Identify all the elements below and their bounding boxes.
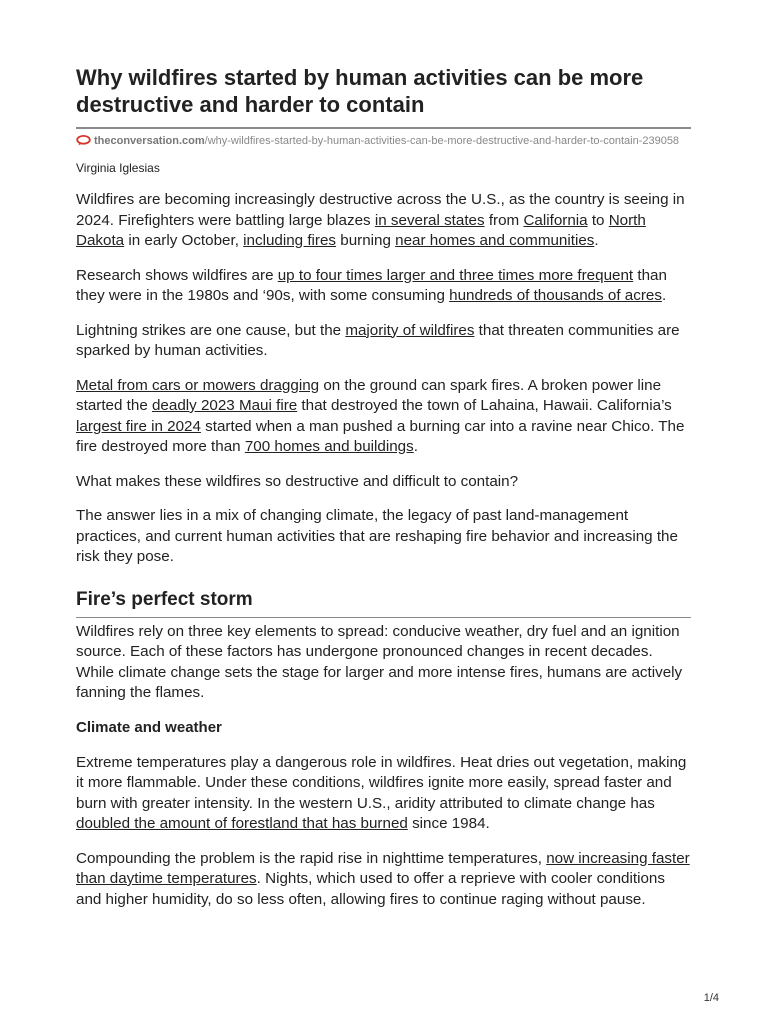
text: than they were in the 1980s and ‘90s, with some consuming <box>76 266 667 304</box>
text: Compounding the problem is the rapid rise in nighttime temperatures, <box>76 849 547 867</box>
source-path: /why-wildfires-started-by-human-activities-can-be-more-destructive-and-harder-to-contain-239058 <box>204 135 680 147</box>
article-page <box>76 0 691 910</box>
page-number: 1/4 <box>703 992 719 1004</box>
text: in early October, <box>124 232 244 249</box>
link-california[interactable]: California <box>523 211 588 229</box>
paragraph-1 <box>76 190 691 252</box>
link-majority-of-wildfires[interactable]: majority of wildfires <box>345 321 475 339</box>
text: Research shows wildfires are <box>76 266 278 284</box>
link-nighttime-temperatures[interactable]: now increasing faster than daytime temperatures <box>76 849 690 887</box>
link-maui-fire[interactable]: deadly 2023 Maui fire <box>151 397 298 414</box>
link-doubled-forestland[interactable]: doubled the amount of forestland that has burned <box>76 815 408 832</box>
text: to <box>587 211 609 229</box>
link-hundreds-of-thousands-acres[interactable]: hundreds of thousands of acres <box>449 287 662 304</box>
link-in-several-states[interactable]: in several states <box>374 211 485 229</box>
paragraph-9 <box>76 849 691 911</box>
speech-bubble-icon <box>76 135 91 150</box>
text: since 1984. <box>407 815 490 832</box>
link-largest-fire-2024[interactable]: largest fire in 2024 <box>76 417 201 435</box>
text: that threaten communities are sparked by human activities. <box>76 321 680 359</box>
paragraph-7: Wildfires rely on three key elements to spread: conducive weather, dry fuel and an ignition source. Each of these factors has undergone pronounced changes in recent decades. While climate change sets the stage for larger and more intense fires, humans are actively fanning the flames. <box>76 622 683 701</box>
text: Lightning strikes are one cause, but the <box>76 321 346 339</box>
article-title: Why wildfires started by human activities can be more destructive and harder to contain <box>76 64 691 129</box>
text: started when a man pushed a burning car into a ravine near Chico. The fire destroyed more than <box>76 417 685 455</box>
paragraph-4 <box>76 376 691 458</box>
paragraph-2 <box>76 266 691 307</box>
link-north-dakota[interactable]: North Dakota <box>76 211 646 249</box>
author-name: Virginia Iglesias <box>76 161 160 175</box>
link-metal-from-cars[interactable]: Metal from cars or mowers dragging <box>76 376 320 394</box>
source-domain-link[interactable]: theconversation.com <box>94 135 205 147</box>
text: . <box>413 438 418 455</box>
paragraph-5: What makes these wildfires so destructive and difficult to contain? <box>76 472 519 490</box>
subheading: Climate and weather <box>76 718 222 736</box>
text: burning <box>336 232 396 249</box>
paragraph-6: The answer lies in a mix of changing climate, the legacy of past land-management practices, and current human activities that are reshaping fire behavior and increasing the risk they pose. <box>76 507 678 565</box>
text: . Nights, which used to offer a reprieve with cooler conditions and higher humidity, do so less often, allowing fires to continue raging without pause. <box>76 870 665 908</box>
section-heading: Fire’s perfect storm <box>76 588 691 618</box>
link-700-homes[interactable]: 700 homes and buildings <box>244 438 414 455</box>
link-four-times-larger[interactable]: up to four times larger and three times more frequent <box>277 266 634 284</box>
link-near-homes[interactable]: near homes and communities <box>395 232 595 249</box>
text: from <box>484 211 524 229</box>
paragraph-8 <box>76 753 691 835</box>
text: . <box>594 232 599 249</box>
source-line <box>76 134 691 150</box>
text: Extreme temperatures play a dangerous role in wildfires. Heat dries out vegetation, making it more flammable. Under these conditions, wildfires ignite more easily, spread faster and burn with greater intensity. In the western U.S., aridity attributed to climate change has <box>76 753 687 812</box>
text: Wildfires are becoming increasingly destructive across the U.S., as the country is seeing in 2024. Firefighters were battling large blazes <box>76 191 685 229</box>
text: on the ground can spark fires. A broken power line started the <box>76 376 662 414</box>
paragraph-3 <box>76 321 691 362</box>
link-including-fires[interactable]: including fires <box>243 232 337 249</box>
text: . <box>661 287 667 304</box>
text: that destroyed the town of Lahaina, Hawaii. California’s <box>297 397 672 414</box>
